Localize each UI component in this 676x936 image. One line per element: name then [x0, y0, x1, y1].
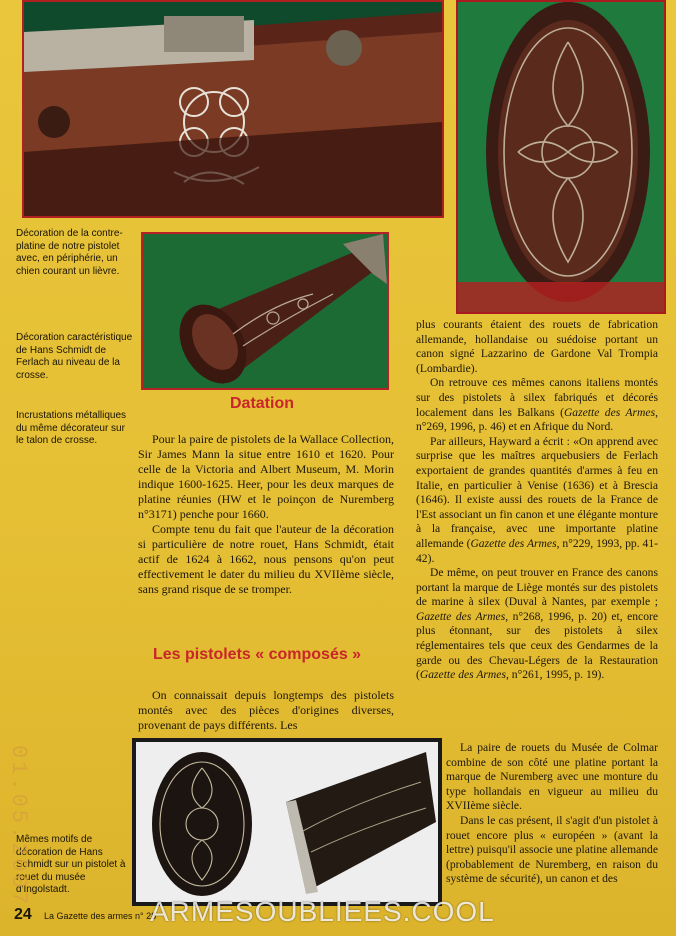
paragraph: Compte tenu du fait que l'auteur de la décoration si particulière de notre rouet, Hans Schmidt, était actif de 1624 à 1662, nous pensons qu'on peut effectivement le dater du milieu du XVIIème siècle, sans grand risque de se tromper.: [138, 522, 394, 596]
heading-datation: Datation: [230, 395, 294, 412]
text-run: Par ailleurs, Hayward a écrit : «On apprend avec surprise que les maîtres arquebusiers de Ferlach exportaient de grandes quantités d'armes à feu en Italie, en particulier à Venise (1636) et à Brescia (1646). Il existe aussi des rouets de la France de l'Est associant un fin canon et une élégante monture à la française, avec une importante platine allemande (: [416, 434, 658, 550]
paragraph: plus courants étaient des rouets de fabrication allemande, hollandaise ou suédoise portant un canon signé Lazzarino de Gardone Val Trompia (Lombardie).: [416, 318, 658, 375]
paragraph: On connaissait depuis longtemps des pistolets montés avec des pièces d'origines diverses, provenant de pays différents. Les: [138, 688, 394, 732]
column-right: [416, 318, 658, 683]
reference: Gazette des Armes: [416, 609, 506, 623]
paragraph: La paire de rouets du Musée de Colmar combine de son côté une platine portant la marque de Nuremberg avec une monture du type hollandais en vigueur au milieu du XVIIème siècle.: [446, 741, 658, 813]
text-run: De même, on peut trouver en France des canons portant la marque de Liège montés sur des pistolets de marine à silex (Duval à Nantes, par exemple ;: [416, 566, 658, 609]
text-run: , n°229, 1993, pp. 41-42).: [416, 536, 658, 565]
date-stamp: 01.05.2007: [6, 745, 31, 908]
photo-grip: [141, 232, 389, 390]
caption-incrustations: Incrustations métalliques du même décorateur sur le talon de crosse.: [16, 410, 127, 446]
column-datation: [138, 432, 394, 597]
text-run: , n°269, 1996, p. 46) et en Afrique du Nord.: [416, 405, 658, 434]
text-run: On retrouve ces mêmes canons italiens montés sur des pistolets à silex fabriqués et décorés localement dans les Balkans (: [416, 376, 658, 419]
caption-hans-schmidt: Décoration caractéristique de Hans Schmidt de Ferlach au niveau de la crosse.: [16, 332, 133, 381]
paragraph: [416, 435, 658, 566]
text-run: , n°261, 1995, p. 19).: [505, 668, 605, 682]
heading-pistolets-composes: Les pistolets « composés »: [153, 646, 362, 663]
paragraph: [416, 376, 658, 434]
photo-ingolstadt-pistol: [132, 738, 442, 906]
reference: Gazette des Armes: [563, 405, 656, 419]
reference: Gazette des Armes: [419, 668, 506, 682]
photo-stock-inlay: [22, 0, 444, 218]
caption-memes-motifs: Mêmes motifs de décoration de Hans Schmidt sur un pistolet à rouet du musée d'Ingolstadt.: [16, 834, 126, 895]
column-composes-intro: [138, 688, 394, 733]
paragraph: [416, 566, 658, 683]
photo-butt-cap: [456, 0, 666, 314]
paragraph: Pour la paire de pistolets de la Wallace Collection, Sir James Mann la situe entre 1610 et 1620. Pour celle de la Victoria and Albert Museum, M. Morin indique 1600-1625. Heer, pour les deux marques de platine réunies (HW et le poinçon de Nuremberg n°3171) penche pour 1660.: [138, 432, 394, 521]
caption-contre-platine: Décoration de la contre-platine de notre pistolet avec, en périphérie, un chien courant un lièvre.: [16, 228, 123, 277]
paragraph: Dans le cas présent, il s'agit d'un pistolet à rouet encore plus « européen » (avant la lettre) puisqu'il associe une platine allemande (probablement de Nuremberg, en raison du système de sécurité), un canon et des: [446, 813, 658, 886]
reference: Gazette des Armes: [470, 536, 557, 550]
magazine-name: La Gazette des armes n° 28: [44, 911, 157, 921]
text-run: , n°268, 1996, p. 20) et, encore plus étonnant, sur des pistolets à silex réglementaires tels que ceux des Gendarmes de la garde ou des Chevau-Légers de la Restauration (: [416, 609, 658, 682]
column-right-lower: [446, 741, 658, 887]
page-number: 24: [14, 906, 32, 923]
watermark: ARMESOUBLIEES.COOL: [150, 896, 495, 927]
